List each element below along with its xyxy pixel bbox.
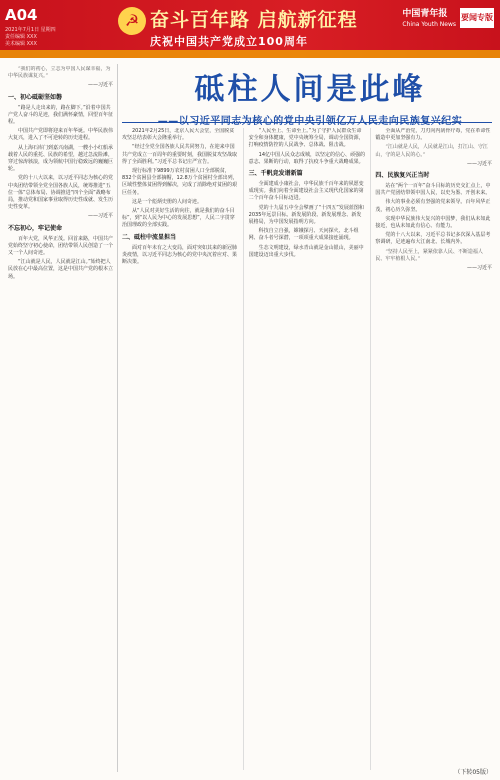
quote-attribution: ——习近平 (466, 160, 492, 167)
intro-quote: “我们的初心，立志为中国人民谋幸福，为中华民族谋复兴。” (8, 66, 111, 80)
masthead (0, 0, 500, 58)
paragraph: 全面建成小康社会，中华民族千百年来的夙愿变成现实。我们向着全面建设社会主义现代化国家的第二个百年奋斗目标迈进。 (248, 181, 364, 202)
paper-date: 2021年7月1日 星期四 (5, 27, 56, 33)
quote-attribution: ——习近平 (87, 213, 113, 220)
paragraph: “经过全党全国各族人民共同努力，在迎来中国共产党成立一百周年的重要时刻，我国脱贫攻坚战取得了全面胜利。”习近平总书记庄严宣告。 (122, 144, 238, 165)
paragraph: 实现中华民族伟大复兴的中国梦，我们从未如此接近，也从未如此有信心、有能力。 (375, 215, 491, 230)
paragraph: 党的十八大以来，习近平总书记多次深入基层考察调研，足迹遍布大江南北、长城内外。 (375, 232, 491, 246)
slogan-sub: 庆祝中国共产党成立100周年 (150, 35, 308, 48)
paragraph: 站在“两个一百年”奋斗目标的历史交汇点上，中国共产党团结带领中国人民，以史为鉴、开创未来。 (375, 183, 491, 197)
section-badge: 要闻专版 (460, 8, 494, 28)
column-divider (117, 64, 118, 772)
paragraph: 从上海石库门到嘉兴南湖，一艘小小红船承载着人民的重托、民族的希望，越过急流险滩，穿过惊涛骇浪，成为领航中国行稳致远的巍巍巨轮。 (8, 144, 113, 173)
paragraph: 面对百年未有之大变局，面对突如其来的新冠肺炎疫情，以习近平同志为核心的党中央沉着应对、果断决策。 (122, 244, 238, 266)
quote: “坚持人民至上，紧紧依靠人民、不断造福人民、牢牢植根人民。” (375, 248, 483, 262)
newspaper-logo (402, 6, 456, 28)
paragraph: “人民至上、生命至上。”为了守护人民群众生命安全和身体健康，党中央统筹全局，调动全国资源，打响疫情防控的人民战争、总体战、阻击战。 (248, 128, 364, 149)
quote-attribution: ——习近平 (466, 265, 492, 272)
slogan-main: 奋斗百年路 启航新征程 (150, 9, 358, 31)
continued-note: （下转05版） (454, 769, 492, 776)
paragraph: 14亿中国人民众志成城，以坚定的信心、顽强的意志、果断的行动，取得了抗疫斗争重大战略成果。 (248, 151, 366, 165)
headline (150, 64, 470, 127)
paper-info (5, 27, 63, 48)
masthead-stripe (0, 50, 500, 58)
paragraph: 2021年2月25日，北京人民大会堂，全国脱贫攻坚总结表彰大会隆重举行。 (122, 128, 235, 142)
paragraph: “路是人走出来的，路在脚下。”沿着中国共产党人奋斗的足迹，我们满怀豪情，回望百年征程。 (8, 104, 113, 126)
section-heading: 不忘初心，牢记使命 (8, 224, 63, 232)
article-subtitle (150, 112, 470, 127)
page-number: A04 (5, 6, 38, 24)
quote: “江山就是人民，人民就是江山，打江山、守江山，守的是人民的心。” (375, 144, 488, 158)
section-heading: 四、民族复兴正当时 (375, 172, 430, 180)
paragraph: 党的十九届五中全会擘画了“十四五”发展蓝图和2035年远景目标。新发展阶段、新发展理念、新发展格局，为中国发展指明方向。 (248, 204, 364, 226)
section-heading: 二、砥柱中流显担当 (122, 233, 177, 241)
paragraph: 科技自立自强，嫦娥探月、天问探火、北斗组网、奋斗者号深潜，一项项重大成果接连涌现。 (248, 228, 359, 242)
paragraph: 党的十八大以来，以习近平同志为核心的党中央团结带领全党全国各族人民，统筹推进“五位一体”总体布局、协调推进“四个全面”战略布局，推动党和国家事业取得历史性成就、发生历史性变革。 (8, 175, 113, 211)
paragraph: “江山就是人民，人民就是江山。”始终把人民放在心中最高位置，这是中国共产党的根本立场。 (8, 259, 113, 280)
party-emblem-icon: ☭ (118, 7, 146, 35)
section-heading: 一、初心砥砺坚如磐 (8, 93, 63, 101)
paragraph: 从“人民对美好生活的向往，就是我们的奋斗目标”，到“以人民为中心的发展思想”，人民二字贯穿治国理政的全部实践。 (122, 208, 235, 229)
paragraph: 伟大的事业必须有坚强的党来领导。百年风华正茂，初心历久弥坚。 (375, 199, 491, 213)
section-heading: 三、千帆竞发谱新篇 (248, 170, 303, 178)
paragraph: 中国共产党即将迎来百年华诞。中华民族伟大复兴，进入了不可逆转的历史进程。 (8, 128, 113, 142)
paragraph: 生态文明建设，绿水青山就是金山银山，美丽中国建设迈出重大步伐。 (248, 244, 364, 258)
paper-editor: 责任编辑 XXX (5, 34, 37, 40)
paper-designer: 美术编辑 XXX (5, 41, 37, 47)
intro-attribution: ——习近平 (87, 82, 113, 89)
article-body (122, 128, 492, 770)
logo-subtext: China Youth News (402, 21, 456, 28)
article-title: 砥柱人间是此峰 (194, 72, 426, 107)
paragraph: 百年大党，风华正茂。回首来路，中国共产党始终坚守初心使命，团结带领人民创造了一个又一个人间奇迹。 (8, 235, 113, 257)
left-column (8, 66, 113, 770)
paragraph: 这是一个彪炳史册的人间奇迹。 (132, 198, 203, 205)
headline-divider (122, 122, 492, 123)
paragraph: 现行标准下9899万农村贫困人口全部脱贫，832个贫困县全部摘帽，12.8万个贫困村全部出列，区域性整体贫困得到解决，完成了消除绝对贫困的艰巨任务。 (122, 168, 238, 196)
logo-text: 中国青年报 (402, 9, 448, 19)
paragraph: 全面从严治党，刀刃向内刮骨疗毒，党在革命性锻造中更加坚强有力。 (375, 128, 491, 142)
